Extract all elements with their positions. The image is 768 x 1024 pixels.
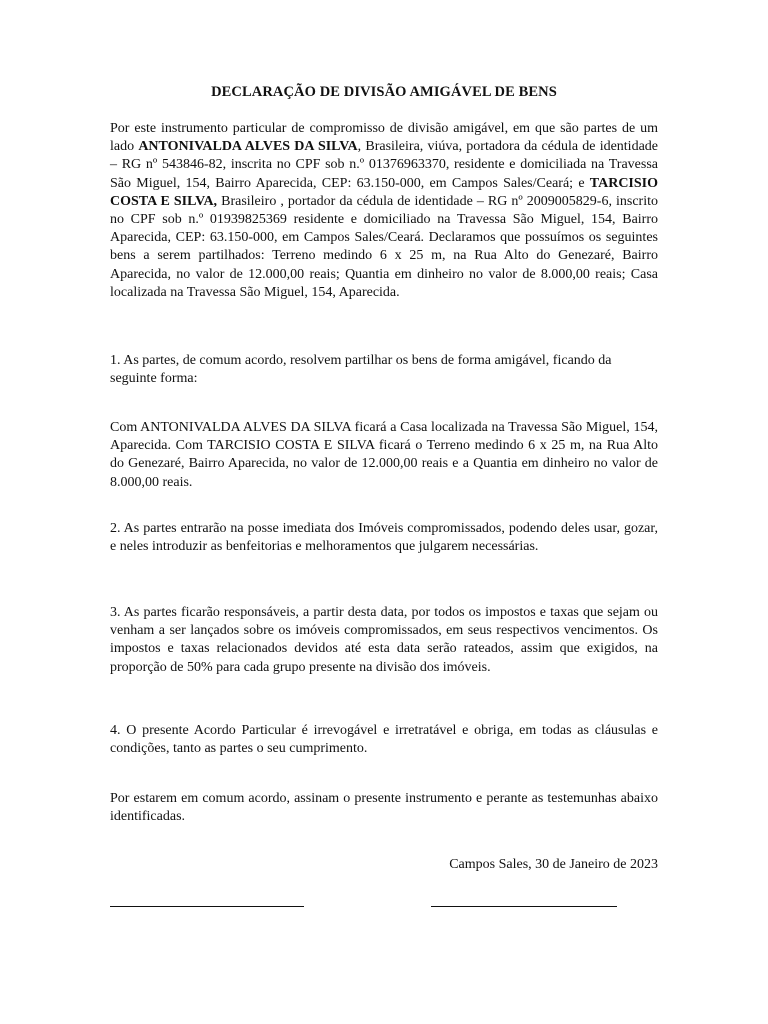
closing-paragraph: Por estarem em comum acordo, assinam o presente instrumento e perante as testemunhas abaixo identificadas. [110, 791, 658, 825]
intro-text-3: Brasileiro , portador da cédula de identidade – RG nº 2009005829-6, inscrito no CPF sob n.º 01939825369 residente e domiciliado na Travessa São Miguel, 154, Bairro Aparecida, CEP: 63.150-000, em Campos Sales/Ceará. Declaramos que possuímos os seguintes bens a serem partilhados: Terreno medindo 6 x 25 m, na Rua Alto do Genezaré, Bairro Aparecida, no valor de 12.000,00 reais; Quantia em dinheiro no valor de 8.000,00 reais; Casa localizada na Travessa São Miguel, 154, Aparecida. [110, 193, 658, 300]
division-paragraph: Com ANTONIVALDA ALVES DA SILVA ficará a Casa localizada na Travessa São Miguel, 154, Aparecida. Com TARCISIO COSTA E SILVA ficará o Terreno medindo 6 x 25 m, na Rua Alto do Genezaré, Bairro Aparecida, no valor de 12.000,00 reais e a Quantia em dinheiro no valor de 8.000,00 reais. [110, 420, 658, 490]
place-date: Campos Sales, 30 de Janeiro de 2023 [449, 857, 658, 872]
signature-line-right [431, 906, 617, 907]
intro-text-1: Por este instrumento particular de compromisso de divisão amigável, em que são partes de um lado [110, 121, 658, 155]
document-title: DECLARAÇÃO DE DIVISÃO AMIGÁVEL DE BENS [211, 84, 557, 100]
intro-text-2: , Brasileira, viúva, portadora da cédula de identidade – RG nº 543846-82, inscrita no CPF sob n.º 01376963370, residente e domiciliada na Travessa São Miguel, 154, Bairro Aparecida, CEP: 63.150-000, em Campos Sales/Ceará; e [110, 139, 659, 191]
clause-3: 3. As partes ficarão responsáveis, a partir desta data, por todos os impostos e taxas que sejam ou venham a ser lançados sobre os imóveis compromissados, em seus respectivos vencimentos. Os impostos e taxas relacionados devidos até esta data serão rateados, assim que exigidos, na proporção de 50% para cada grupo presente na divisão dos imóveis. [110, 605, 658, 675]
party-name-2: TARCISIO COSTA E SILVA, [110, 175, 658, 209]
party-name-1: ANTONIVALDA ALVES DA SILVA [138, 139, 358, 155]
clause-4: 4. O presente Acordo Particular é irrevogável e irretratável e obriga, em todas as cláusulas e condições, tanto as partes o seu cumprimento. [110, 723, 658, 757]
intro-paragraph [110, 120, 658, 302]
clause-2: 2. As partes entrarão na posse imediata dos Imóveis compromissados, podendo deles usar, gozar, e neles introduzir as benfeitorias e melhoramentos que julgarem necessárias. [110, 521, 658, 555]
signature-line-left [110, 906, 304, 907]
clause-1: 1. As partes, de comum acordo, resolvem partilhar os bens de forma amigável, ficando da seguinte forma: [110, 353, 612, 387]
